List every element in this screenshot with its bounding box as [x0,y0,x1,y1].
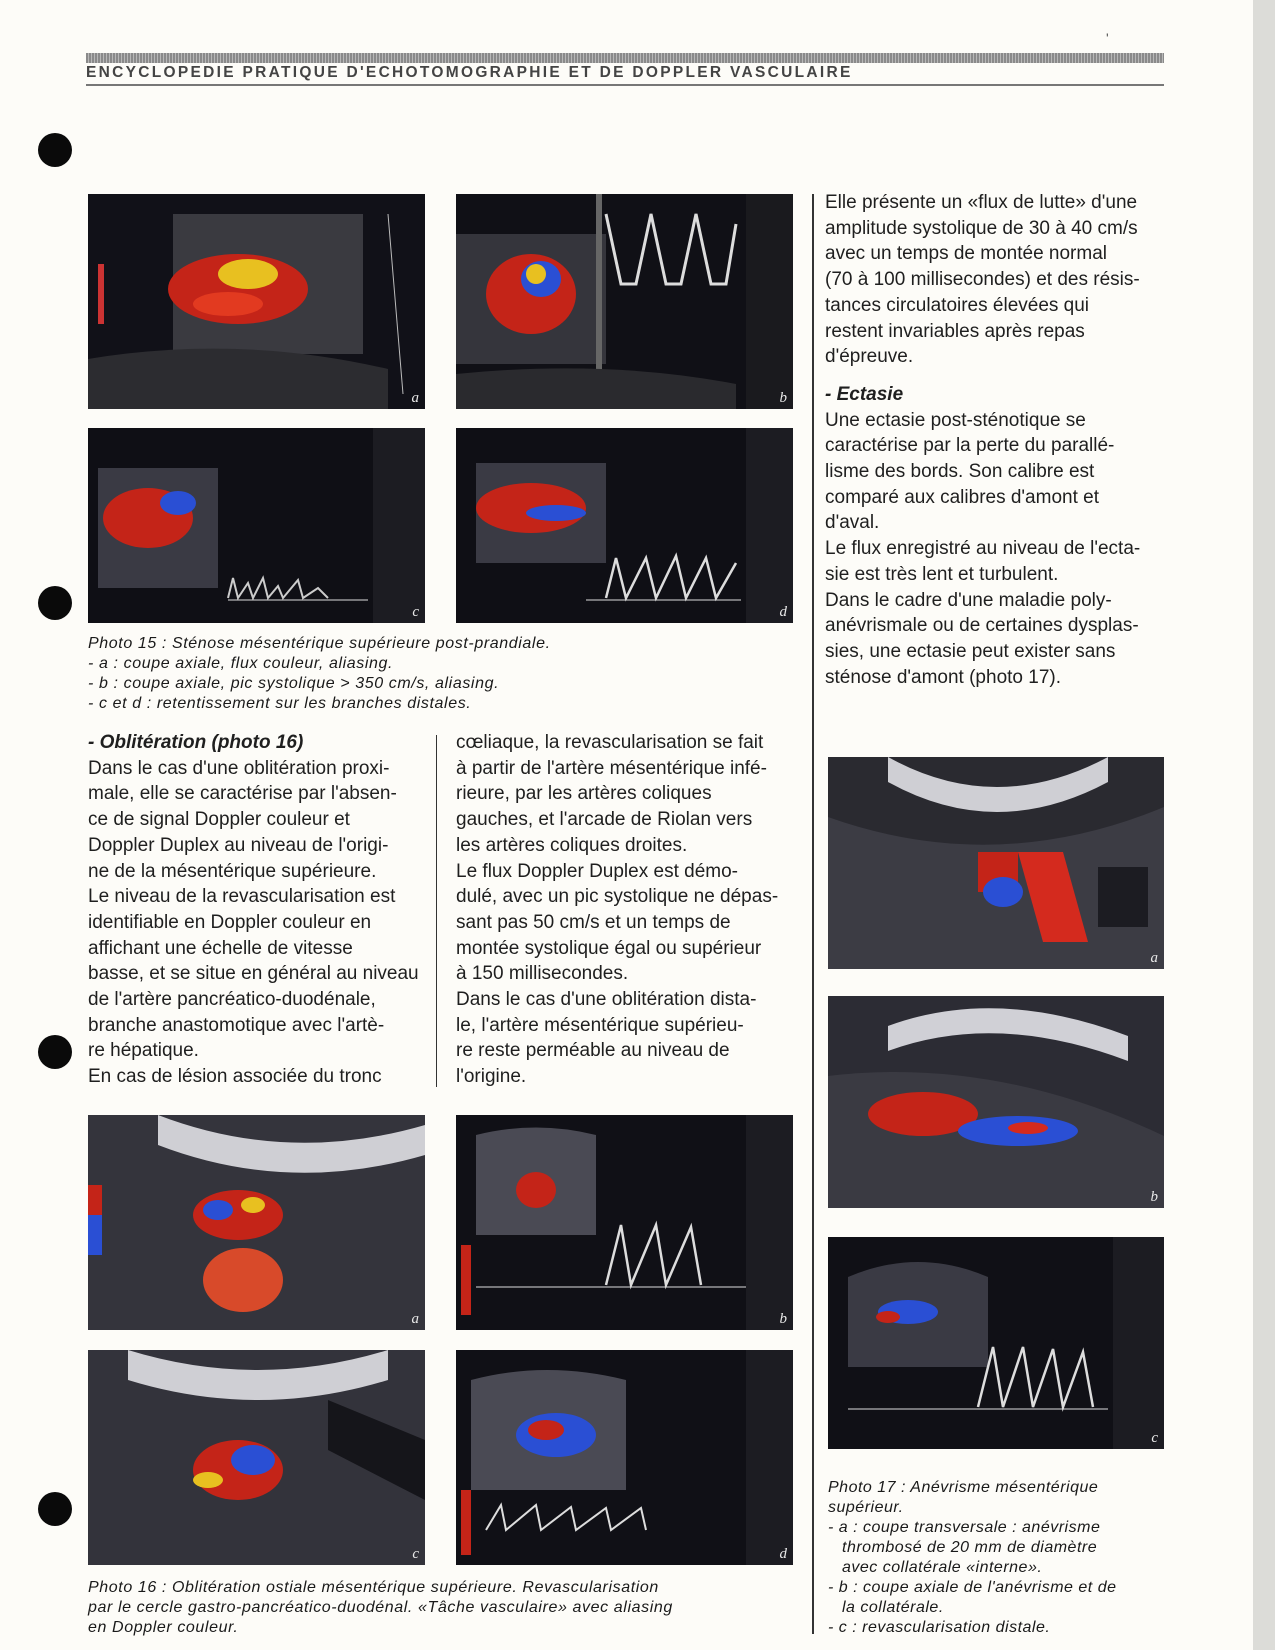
text-line: Le flux Doppler Duplex est démo- [456,860,738,882]
photo17-b-image [828,996,1164,1208]
text-line: comparé aux calibres d'amont et [825,486,1099,508]
text-line: Une ectasie post-sténotique se [825,409,1086,431]
photo17-b-label: b [1150,1189,1158,1205]
text-line: amplitude systolique de 30 à 40 cm/s [825,217,1138,239]
section-heading-obliteration: - Oblitération (photo 16) [88,732,304,753]
text-line: restent invariables après repas [825,320,1085,342]
text-line: Dans le cas d'une oblitération proxi- [88,757,390,779]
photo16-b-label: b [779,1311,787,1327]
text-line: Dans le cadre d'une maladie poly- [825,589,1112,611]
column-rule [812,194,814,1634]
caption-item: - b : coupe axiale de l'anévrisme et de [828,1579,1117,1596]
text-line: caractérise par la perte du parallé- [825,435,1115,457]
caption-title: Photo 16 : Oblitération ostiale mésentérique supérieure. Revascularisation [88,1579,659,1596]
photo16-a-label: a [411,1311,419,1327]
photo15-c-image [88,428,425,623]
caption-text: par le cercle gastro-pancréatico-duodénal. «Tâche vasculaire» avec aliasing [88,1599,673,1616]
photo16-caption [88,1578,673,1638]
photo17-a-label: a [1150,950,1158,966]
photo17-a-image [828,757,1164,969]
photo15-b-label: b [779,390,787,406]
text-line: Le flux enregistré au niveau de l'ecta- [825,538,1141,560]
text-line: de l'artère pancréatico-duodénale, [88,989,376,1011]
binder-hole [38,133,72,167]
running-header: ENCYCLOPEDIE PRATIQUE D'ECHOTOMOGRAPHIE ET DE DOPPLER VASCULAIRE [86,64,853,81]
text-column-2 [456,730,778,1090]
caption-item: avec collatérale «interne». [842,1559,1043,1576]
text-line: cœliaque, la revascularisation se fait [456,732,764,753]
photo15-a-label: a [411,390,419,406]
photo16-d-label: d [779,1546,787,1562]
caption-title: Photo 17 : Anévrisme mésentérique [828,1479,1099,1496]
photo16-d-image [456,1350,793,1565]
caption-item: la collatérale. [842,1599,944,1616]
binder-hole [38,1035,72,1069]
text-line: avec un temps de montée normal [825,243,1107,265]
caption-item: - a : coupe transversale : anévrisme [828,1519,1101,1536]
text-line: identifiable en Doppler couleur en [88,911,372,933]
photo16-b-image [456,1115,793,1330]
photo15-d-label: d [779,604,787,620]
binder-hole [38,586,72,620]
text-line: En cas de lésion associée du tronc [88,1066,382,1088]
text-line: ne de la mésentérique supérieure. [88,860,377,882]
caption-text: en Doppler couleur. [88,1619,239,1636]
photo16-c-label: c [412,1546,419,1562]
text-line: les artères coliques droites. [456,834,688,856]
text-line: dulé, avec un pic systolique ne dépas- [456,886,779,908]
photo15-c-label: c [412,604,419,620]
text-line: Dans le cas d'une oblitération dista- [456,989,757,1011]
photo15-d-image [456,428,793,623]
caption-item: - c : revascularisation distale. [828,1619,1051,1636]
caption-item: - c et d : retentissement sur les branches distales. [88,695,472,712]
photo16-a-image [88,1115,425,1330]
text-line: à partir de l'artère mésentérique infé- [456,757,767,779]
text-line: sténose d'amont (photo 17). [825,666,1061,688]
text-line: branche anastomotique avec l'artè- [88,1014,385,1036]
text-line: sant pas 50 cm/s et un temps de [456,911,731,933]
photo16-c-image [88,1350,425,1565]
text-line: rieure, par les artères coliques [456,783,712,805]
text-line: d'épreuve. [825,346,914,368]
text-line: Doppler Duplex au niveau de l'origi- [88,834,389,856]
photo15-b-image [456,194,793,409]
header-rule [86,84,1164,86]
caption-title: Photo 15 : Sténose mésentérique supérieure post-prandiale. [88,635,551,652]
photo15-caption [88,634,551,714]
text-line: re hépatique. [88,1040,199,1062]
photo17-c-image [828,1237,1164,1449]
text-column-1 [88,730,419,1090]
photo17-c-label: c [1151,1430,1158,1446]
caption-item: thrombosé de 20 mm de diamètre [842,1539,1098,1556]
text-line: re reste perméable au niveau de [456,1040,730,1062]
text-column-3 [825,190,1140,690]
text-line: lisme des bords. Son calibre est [825,461,1095,483]
photo17-caption [828,1478,1116,1638]
text-line: montée systolique égal ou supérieur [456,937,762,959]
text-line: l'origine. [456,1066,527,1088]
text-line: affichant une échelle de vitesse [88,937,353,959]
text-line: gauches, et l'arcade de Riolan vers [456,809,753,831]
text-line: à 150 millisecondes. [456,963,629,985]
text-line: sies, une ectasie peut exister sans [825,640,1116,662]
text-line: (70 à 100 millisecondes) et des résis- [825,269,1140,291]
page-edge [1253,0,1275,1650]
text-line: sie est très lent et turbulent. [825,563,1059,585]
page-mark: ʹ [1106,30,1109,46]
column-rule [436,735,437,1087]
caption-item: - b : coupe axiale, pic systolique > 350 cm/s, aliasing. [88,675,500,692]
section-heading-ectasie: - Ectasie [825,383,904,405]
binder-hole [38,1492,72,1526]
text-line: anévrismale ou de certaines dysplas- [825,615,1139,637]
header-bar [86,53,1164,63]
text-line: male, elle se caractérise par l'absen- [88,783,397,805]
caption-title: supérieur. [828,1499,904,1516]
text-line: ce de signal Doppler couleur et [88,809,350,831]
text-line: d'aval. [825,512,880,534]
text-line: basse, et se situe en général au niveau [88,963,419,985]
text-line: le, l'artère mésentérique supérieu- [456,1014,744,1036]
text-line: Le niveau de la revascularisation est [88,886,396,908]
caption-item: - a : coupe axiale, flux couleur, aliasing. [88,655,394,672]
text-line: Elle présente un «flux de lutte» d'une [825,192,1138,213]
photo15-a-image [88,194,425,409]
text-line: tances circulatoires élevées qui [825,294,1090,316]
